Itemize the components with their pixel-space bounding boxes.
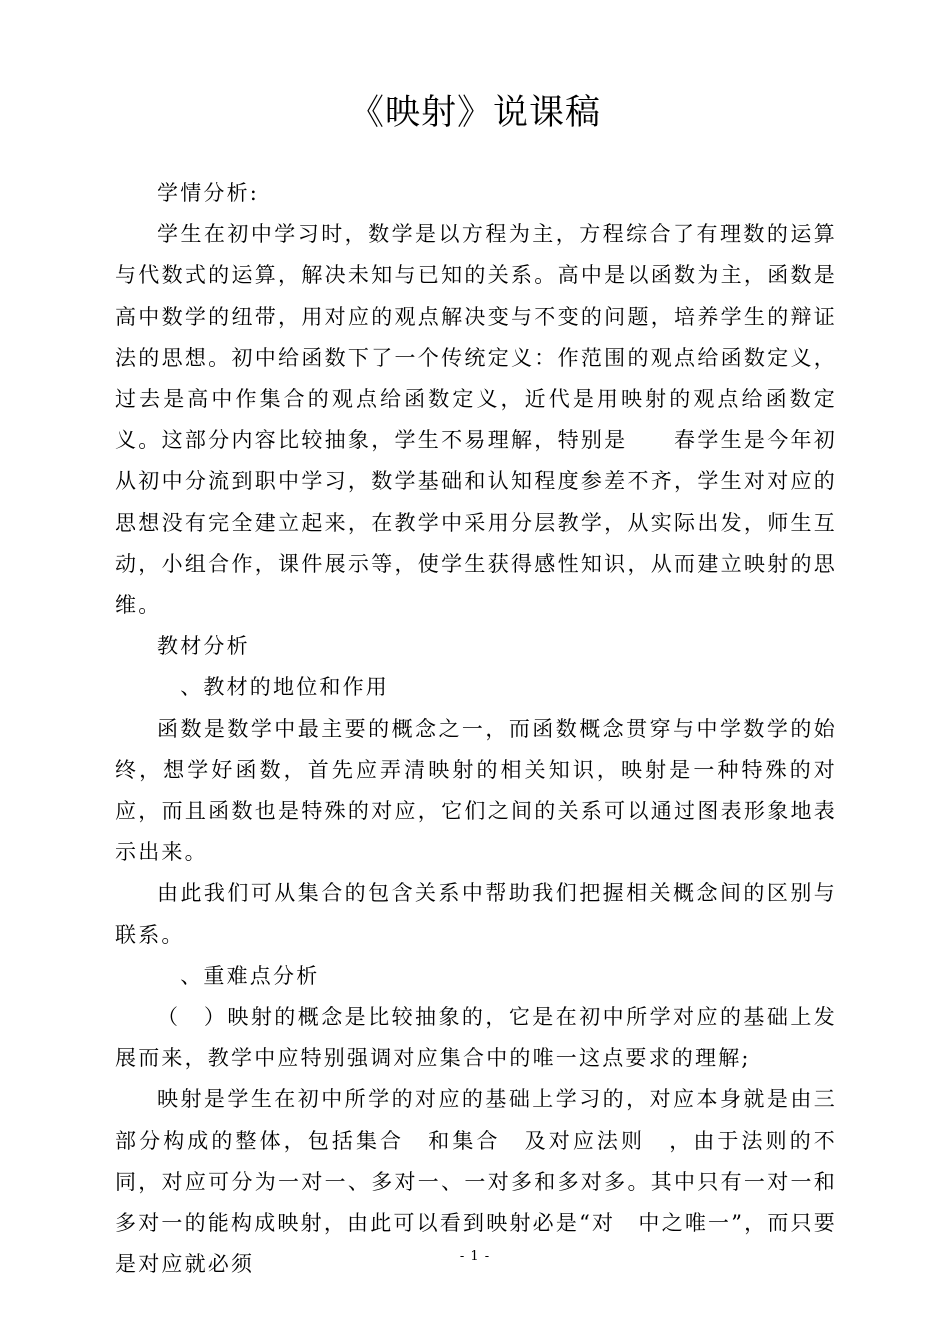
paragraph-student-analysis: 学生在初中学习时，数学是以方程为主，方程综合了有理数的运算与代数式的运算，解决未知与已知的关系。高中是以函数为主，函数是高中数学的纽带，用对应的观点解决变与不变的问题，培养学生的辩证法的思想。初中给函数下了一个传统定义：作范围的观点给函数定义，过去是高中作集合的观点给函数定义，近代是用映射的观点给函数定义。这部分内容比较抽象，学生不易理解，特别是 春学生是今年初从初中分流到职中学习，数学基础和认知程度参差不齐，学生对对应的思想没有完全建立起来，在教学中采用分层教学，从实际出发，师生互动，小组合作，课件展示等，使学生获得感性知识，从而建立映射的思维。 — [115, 222, 837, 618]
subheading-status-and-role: 、教材的地位和作用 — [157, 675, 389, 700]
page-title: 《映射》说课稿 — [348, 93, 601, 133]
subheading-key-difficulties: 、重难点分析 — [157, 963, 320, 988]
paragraph-mapping-concept: （ ）映射的概念是比较抽象的，它是在初中所学对应的基础上发展而来，教学中应特别强调对应集合中的唯一这点要求的理解; — [115, 1005, 837, 1071]
page-number: - 1 - — [459, 1249, 491, 1264]
section-heading-student-analysis: 学情分析: — [157, 181, 260, 205]
document-body — [115, 173, 837, 1285]
paragraph-set-inclusion: 由此我们可从集合的包含关系中帮助我们把握相关概念间的区别与联系。 — [115, 881, 837, 947]
paragraph-mapping-correspondence: 映射是学生在初中所学的对应的基础上学习的，对应本身就是由三部分构成的整体，包括集合 和集合 及对应法则 ，由于法则的不同，对应可分为一对一、多对一、一对多和多对多。其中只有一对一和多对一的能构成映射，由此可以看到映射必是“对 中之唯一”，而只要是对应就必须 — [115, 1087, 837, 1277]
paragraph-function-concept: 函数是数学中最主要的概念之一，而函数概念贯穿与中学数学的始终，想学好函数，首先应弄清映射的相关知识，映射是一种特殊的对应，而且函数也是特殊的对应，它们之间的关系可以通过图表形象地表示出来。 — [115, 716, 837, 865]
section-heading-textbook-analysis: 教材分析 — [157, 634, 250, 659]
